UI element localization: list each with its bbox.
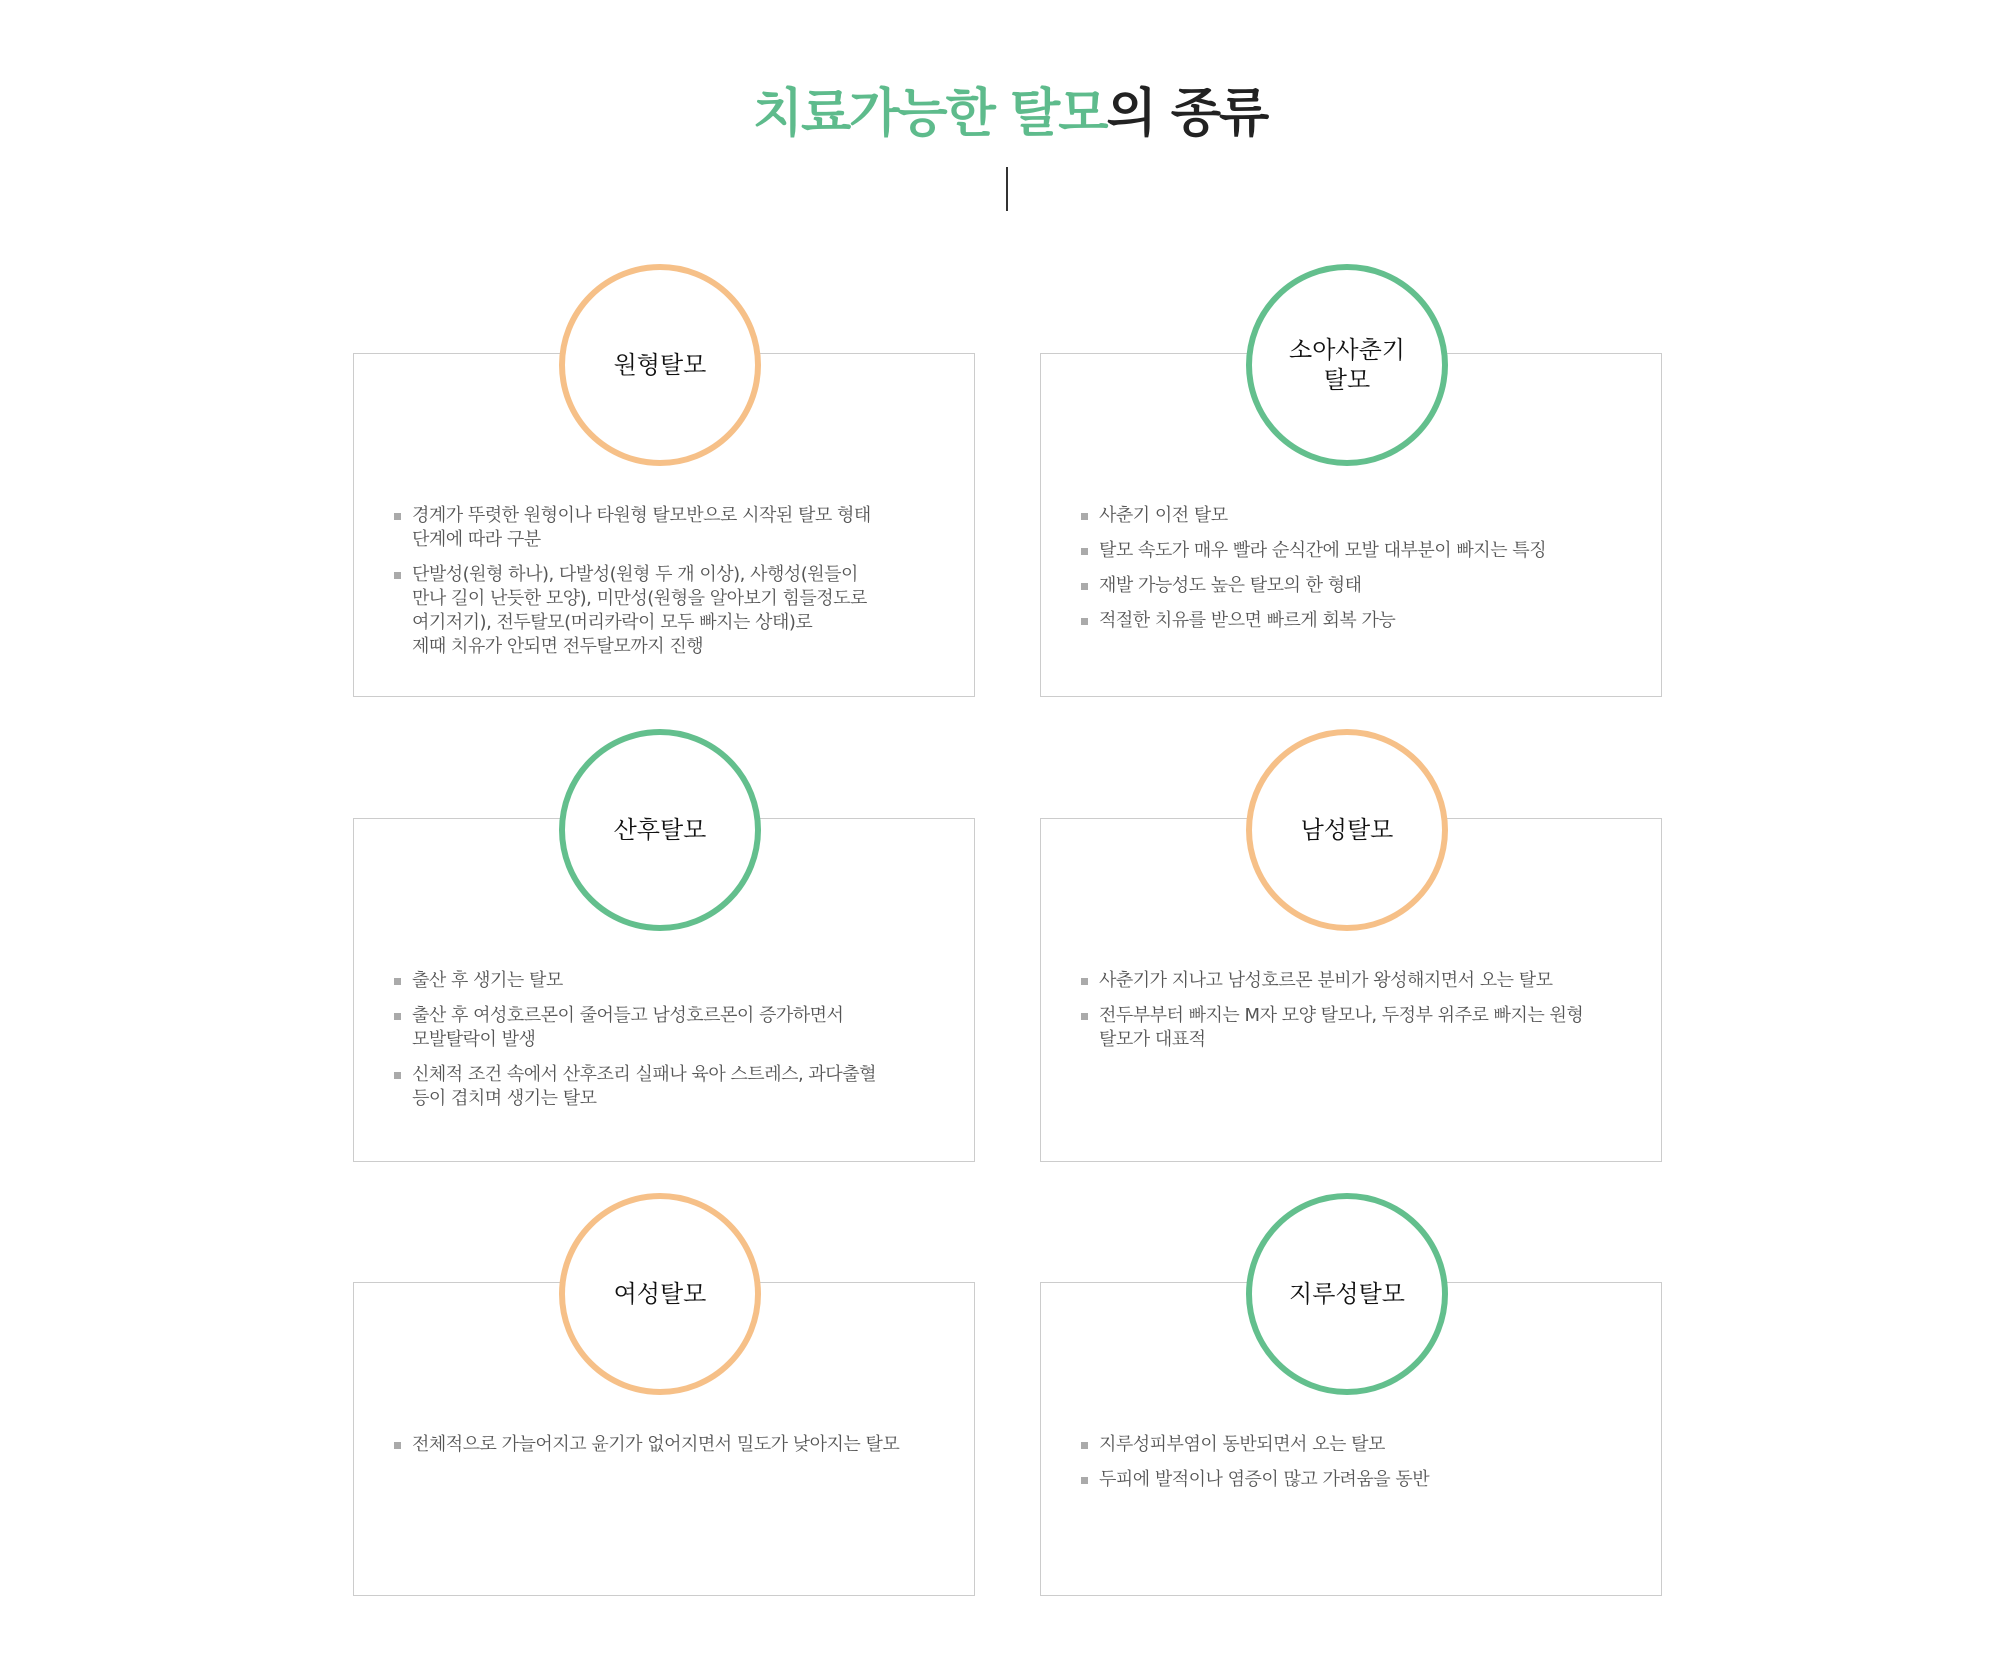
card-title-badge: 소아사춘기 탈모: [1246, 264, 1448, 466]
card-title-badge: 지루성탈모: [1246, 1193, 1448, 1395]
card-item-list: [1081, 504, 1633, 644]
page-title: [0, 82, 2000, 146]
bullet-icon: [1081, 618, 1088, 625]
title-divider: [1006, 167, 1008, 211]
bullet-icon: [1081, 548, 1088, 555]
bullet-icon: [1081, 1477, 1088, 1484]
list-item: [394, 969, 946, 993]
card-pediatric-alopecia: [1040, 336, 1662, 697]
bullet-icon: [394, 1013, 401, 1020]
bullet-icon: [394, 1442, 401, 1449]
list-item: [394, 563, 946, 659]
card-title-badge: 여성탈모: [559, 1193, 761, 1395]
list-item: [1081, 504, 1633, 528]
list-item-text: 단발성(원형 하나), 다발성(원형 두 개 이상), 사행성(원들이 만나 길이 난듯한 모양), 미만성(원형을 알아보기 힘들정도로 여기저기), 전두탈모(머리카락이 모두 빠지는 상태)로 제때 치유가 안되면 전두탈모까지 진행: [412, 564, 867, 657]
list-item-text: 전체적으로 가늘어지고 윤기가 없어지면서 밀도가 낮아지는 탈모: [412, 1434, 900, 1455]
card-title-badge: 남성탈모: [1246, 729, 1448, 931]
list-item: [1081, 1468, 1633, 1492]
list-item: [394, 504, 946, 552]
card-item-list: [394, 969, 946, 1122]
list-item-text: 탈모 속도가 매우 빨라 순식간에 모발 대부분이 빠지는 특징: [1099, 540, 1547, 561]
list-item: [1081, 1433, 1633, 1457]
list-item-text: 사춘기 이전 탈모: [1099, 505, 1228, 526]
card-item-list: [1081, 969, 1633, 1063]
bullet-icon: [1081, 978, 1088, 985]
card-female-alopecia: [353, 1282, 975, 1596]
bullet-icon: [394, 978, 401, 985]
bullet-icon: [394, 513, 401, 520]
list-item-text: 신체적 조건 속에서 산후조리 실패나 육아 스트레스, 과다출혈 등이 겹치며 생기는 탈모: [412, 1064, 876, 1109]
page-title-accent: 치료가능한 탈모: [752, 84, 1107, 144]
bullet-icon: [1081, 513, 1088, 520]
list-item: [1081, 609, 1633, 633]
page-title-rest: 의 종류: [1106, 84, 1268, 144]
card-postpartum-alopecia: [353, 818, 975, 1162]
card-title-badge: 원형탈모: [559, 264, 761, 466]
list-item-text: 전두부부터 빠지는 M자 모양 탈모나, 두정부 위주로 빠지는 원형 탈모가 대표적: [1099, 1005, 1584, 1050]
bullet-icon: [394, 1072, 401, 1079]
list-item-text: 출산 후 여성호르몬이 줄어들고 남성호르몬이 증가하면서 모발탈락이 발생: [412, 1005, 844, 1050]
card-seborrheic-alopecia: [1040, 1282, 1662, 1596]
list-item: [1081, 574, 1633, 598]
list-item-text: 재발 가능성도 높은 탈모의 한 형태: [1099, 575, 1362, 596]
bullet-icon: [394, 572, 401, 579]
card-alopecia-areata: [353, 353, 975, 697]
card-male-alopecia: [1040, 818, 1662, 1162]
list-item: [1081, 539, 1633, 563]
card-item-list: [394, 1433, 946, 1468]
bullet-icon: [1081, 1442, 1088, 1449]
list-item-text: 경계가 뚜렷한 원형이나 타원형 탈모반으로 시작된 탈모 형태 단계에 따라 구분: [412, 505, 871, 550]
bullet-icon: [1081, 583, 1088, 590]
card-item-list: [1081, 1433, 1633, 1503]
bullet-icon: [1081, 1013, 1088, 1020]
card-title-badge: 산후탈모: [559, 729, 761, 931]
list-item: [394, 1004, 946, 1052]
list-item: [394, 1063, 946, 1111]
list-item-text: 두피에 발적이나 염증이 많고 가려움을 동반: [1099, 1469, 1430, 1490]
list-item: [1081, 1004, 1633, 1052]
list-item-text: 사춘기가 지나고 남성호르몬 분비가 왕성해지면서 오는 탈모: [1099, 970, 1553, 991]
list-item: [394, 1433, 946, 1457]
list-item-text: 지루성피부염이 동반되면서 오는 탈모: [1099, 1434, 1385, 1455]
card-item-list: [394, 504, 946, 670]
list-item-text: 출산 후 생기는 탈모: [412, 970, 563, 991]
list-item: [1081, 969, 1633, 993]
list-item-text: 적절한 치유를 받으면 빠르게 회복 가능: [1099, 610, 1396, 631]
